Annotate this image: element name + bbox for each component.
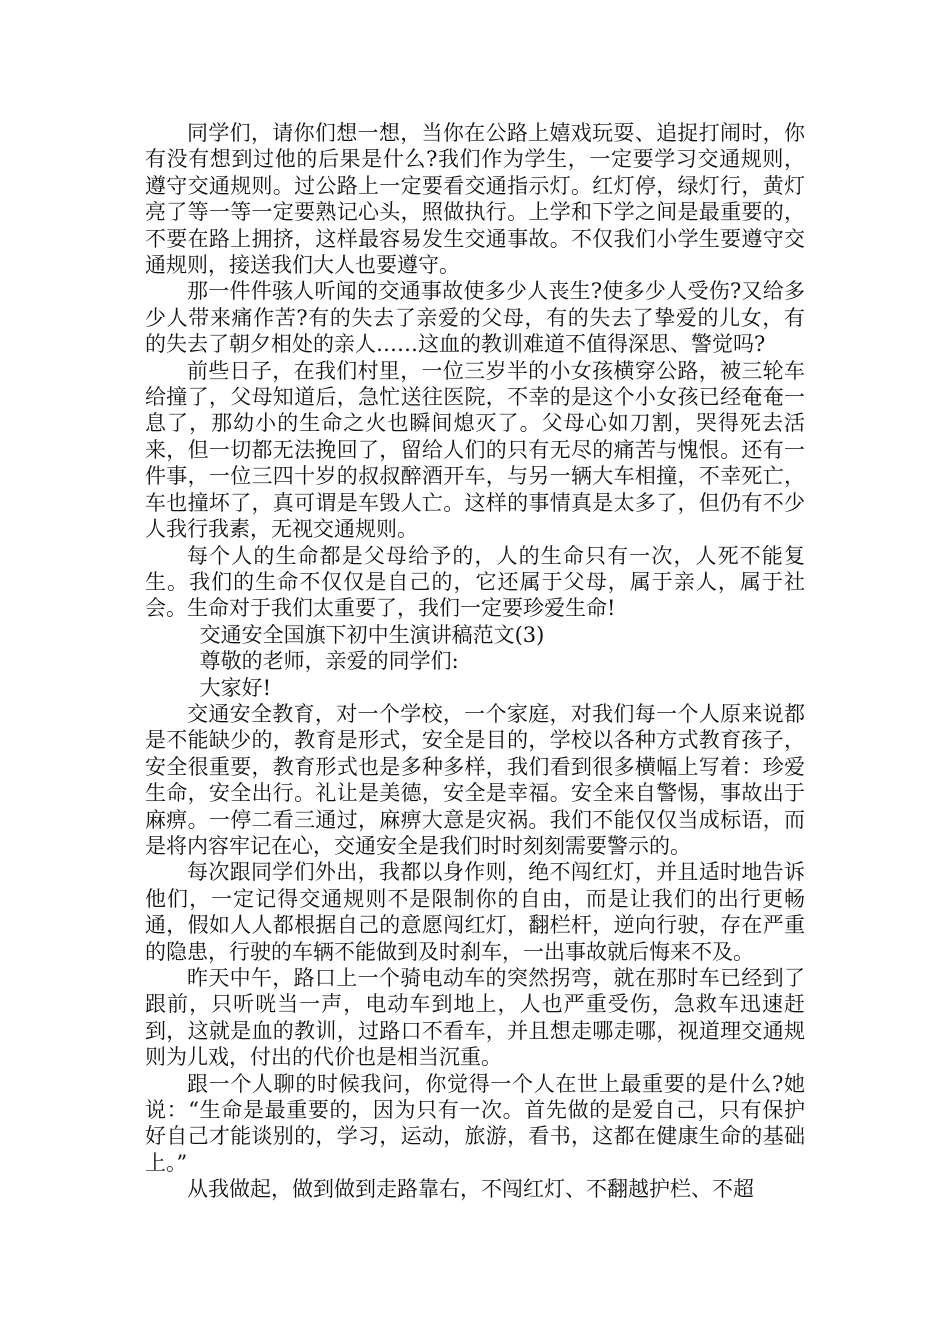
paragraph-4: 每个人的生命都是父母给予的，人的生命只有一次，人死不能复生。我们的生命不仅仅是自己的，它还属于父母，属于亲人，属于社会。生命对于我们太重要了，我们一定要珍爱生命! [145, 543, 805, 621]
paragraph-6: 每次跟同学们外出，我都以身作则，绝不闯红灯，并且适时地告诉他们，一定记得交通规则不是限制你的自由，而是让我们的出行更畅通，假如人人都根据自己的意愿闯红灯，翻栏杆，逆向行驶，存在严重的隐患，行驶的车辆不能做到及时刹车，一出事故就后悔来不及。 [145, 860, 805, 964]
paragraph-8: 跟一个人聊的时候我问，你觉得一个人在世上最重要的是什么?她说：“生命是最重要的，因为只有一次。首先做的是爱自己，只有保护好自己才能谈别的，学习，运动，旅游，看书，这都在健康生命的基础上。” [145, 1071, 805, 1175]
paragraph-3: 前些日子，在我们村里，一位三岁半的小女孩横穿公路，被三轮车给撞了，父母知道后，急忙送往医院，不幸的是这个小女孩已经奄奄一息了，那幼小的生命之火也瞬间熄灭了。父母心如刀割，哭得死去活来，但一切都无法挽回了，留给人们的只有无尽的痛苦与愧恨。还有一件事，一位三四十岁的叔叔醉酒开车，与另一辆大车相撞，不幸死亡，车也撞坏了，真可谓是车毁人亡。这样的事情真是太多了，但仍有不少人我行我素，无视交通规则。 [145, 358, 805, 542]
paragraph-5: 交通安全教育，对一个学校，一个家庭，对我们每一个人原来说都是不能缺少的，教育是形式，安全是目的，学校以各种方式教育孩子，安全很重要，教育形式也是多种多样，我们看到很多横幅上写着：珍爱生命，安全出行。礼让是美德，安全是幸福。安全来自警惕，事故出于麻痹。一停二看三通过，麻痹大意是灾祸。我们不能仅仅当成标语，而是将内容牢记在心，交通安全是我们时时刻刻需要警示的。 [145, 701, 805, 858]
greeting: 大家好! [199, 675, 272, 700]
paragraph-2: 那一件件骇人听闻的交通事故使多少人丧生?使多少人受伤?又给多少人带来痛作苦?有的失去了亲爱的父母，有的失去了挚爱的儿女，有的失去了朝夕相处的亲人……这血的教训难道不值得深思、警觉吗? [145, 279, 805, 357]
paragraph-7: 昨天中午，路口上一个骑电动车的突然拐弯，就在那时车已经到了跟前，只听咣当一声，电动车到地上，人也严重受伤，急救车迅速赶到，这就是血的教训，过路口不看车，并且想走哪走哪，视道理交通规则为儿戏，付出的代价也是相当沉重。 [145, 966, 805, 1070]
document-page [145, 120, 805, 1203]
paragraph-1: 同学们，请你们想一想，当你在公路上嬉戏玩耍、追捉打闹时，你有没有想到过他的后果是什么?我们作为学生，一定要学习交通规则，遵守交通规则。过公路上一定要看交通指示灯。红灯停，绿灯行，黄灯亮了等一等一定要熟记心头，照做执行。上学和下学之间是最重要的，不要在路上拥挤，这样最容易发生交通事故。不仅我们小学生要遵守交通规则，接送我们大人也要遵守。 [145, 121, 805, 278]
paragraph-9: 从我做起，做到做到走路靠右，不闯红灯、不翻越护栏、不超 [187, 1177, 754, 1202]
salutation: 尊敬的老师，亲爱的同学们: [199, 649, 459, 674]
section-title: 交通安全国旗下初中生演讲稿范文(3) [199, 622, 545, 647]
